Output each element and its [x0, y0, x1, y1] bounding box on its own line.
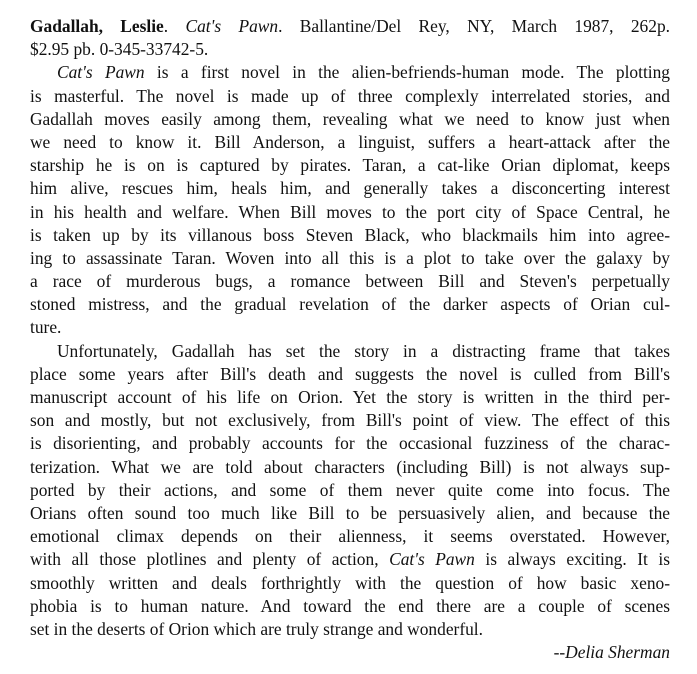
- p1-line-8: is taken up by its villanous boss Steven Black, who blackmails him into agree-: [30, 224, 670, 245]
- reviewer-signature: --Delia Sherman: [553, 642, 670, 663]
- review-document: [30, 15, 670, 664]
- p2-line-6: terization. What we are told about characters (including Bill) is not always sup-: [30, 456, 670, 477]
- p1-line-3: Gadallah moves easily among them, revealing what we need to know just when: [30, 108, 670, 129]
- p2-line-7: ported by their actions, and some of them never quite come into focus. The: [30, 479, 670, 500]
- p2-line-13: set in the deserts of Orion which are truly strange and wonderful.: [30, 618, 483, 639]
- p1-line-2: is masterful. The novel is made up of three complexly interrelated stories, and: [30, 85, 670, 106]
- p1-line-9: ing to assassinate Taran. Woven into all this is a plot to take over the galaxy by: [30, 247, 670, 268]
- p2-line-4: son and mostly, but not exclusively, from Bill's point of view. The effect of this: [30, 410, 670, 431]
- p2-line-10: with all those plotlines and plenty of action, Cat's Pawn is always exciting. It is: [30, 549, 671, 570]
- book-title: Cat's Pawn: [185, 16, 279, 36]
- p1-line-4: we need to know it. Bill Anderson, a linguist, suffers a heart-attack after the: [30, 131, 670, 152]
- p2-line-2: place some years after Bill's death and suggests the novel is culled from Bill's: [30, 363, 670, 384]
- header-line-1: Gadallah, Leslie. Cat's Pawn. Ballantine/Del Rey, NY, March 1987, 262p.: [30, 16, 670, 36]
- p2-line-9: emotional climax depends on their alienness, it seems overstated. However,: [30, 526, 670, 547]
- p2-line-3: manuscript account of his life on Orion. Yet the story is written in the third per-: [30, 387, 670, 407]
- p1-line-12: ture.: [30, 317, 62, 338]
- p2-title-ref: Cat's Pawn: [389, 549, 475, 570]
- p2-line-12: phobia is to human nature. And toward the end there are a couple of scenes: [30, 595, 670, 616]
- author-name: Gadallah, Leslie: [30, 16, 164, 36]
- p1-line-1: Cat's Pawn is a first novel in the alien-befriends-human mode. The plotting: [57, 62, 670, 83]
- p1-line-7: in his health and welfare. When Bill moves to the port city of Space Central, he: [30, 201, 670, 222]
- p1-line-5: starship he is on is captured by pirates. Taran, a cat-like Orian diplomat, keeps: [30, 155, 670, 176]
- p1-line-6: him alive, rescues him, heals him, and generally takes a disconcerting interest: [30, 178, 670, 199]
- header-line-2: $2.95 pb. 0-345-33742-5.: [30, 39, 209, 60]
- p1-title-ref: Cat's Pawn: [57, 62, 145, 83]
- publisher-info: Ballantine/Del Rey, NY, March 1987, 262p.: [299, 16, 670, 36]
- p2-line-1: Unfortunately, Gadallah has set the story in a distracting frame that takes: [57, 340, 670, 361]
- p2-line-5: is disorienting, and probably accounts for the occasional fuzziness of the charac-: [30, 433, 670, 454]
- p2-line-8: Orians often sound too much like Bill to be persuasively alien, and because the: [30, 502, 670, 523]
- p1-line-10: a race of murderous bugs, a romance between Bill and Steven's perpetually: [30, 271, 670, 292]
- p2-line-11: smoothly written and deals forthrightly with the question of how basic xeno-: [30, 572, 670, 593]
- p1-line-11: stoned mistress, and the gradual revelation of the darker aspects of Orian cul-: [30, 294, 670, 315]
